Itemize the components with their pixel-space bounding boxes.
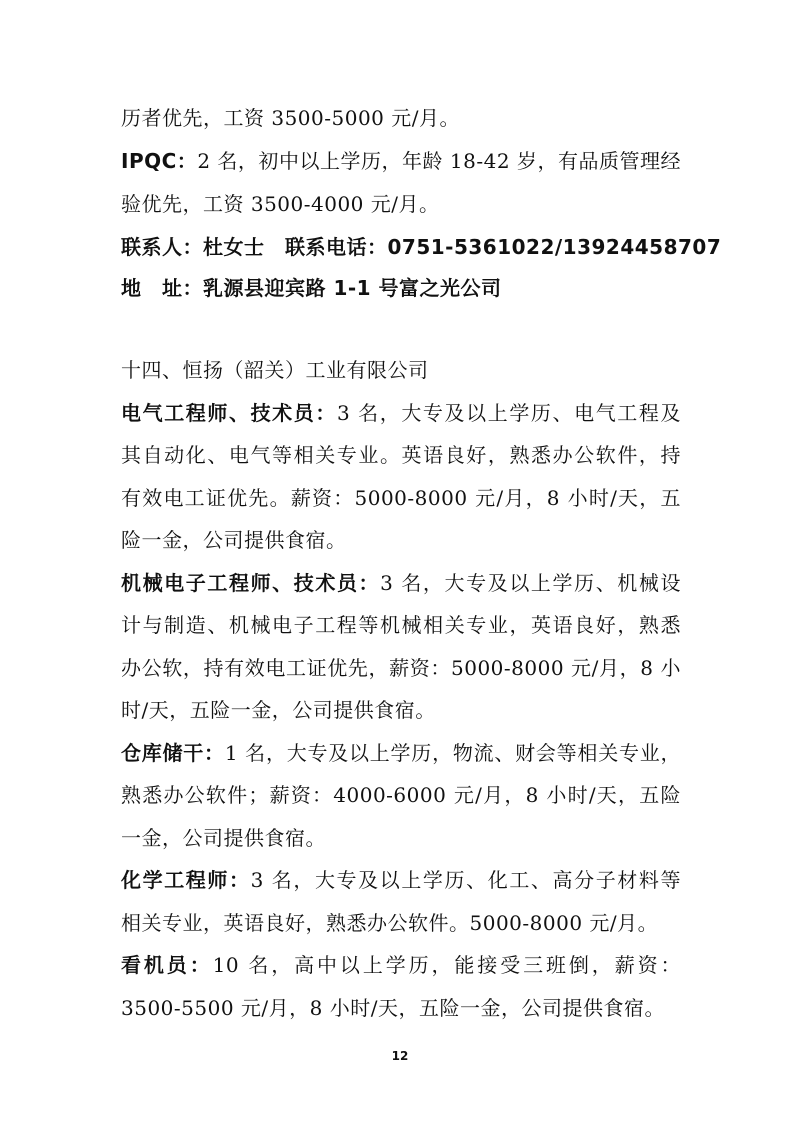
job-line: 一金，公司提供食宿。 <box>121 826 326 850</box>
contact-line: 联系人：杜女士 联系电话：0751-5361022/13924458707 <box>121 235 722 259</box>
job-line: 时/天，五险一金，公司提供食宿。 <box>121 698 436 722</box>
job-text: 3 名，大专及以上学历、机械设 <box>380 571 681 595</box>
job-line <box>121 569 681 597</box>
job-line: 相关专业，英语良好，熟悉办公软件。5000-8000 元/月。 <box>121 911 659 935</box>
page-number: 12 <box>391 1049 409 1063</box>
job-line <box>121 866 681 894</box>
job-text: 1 名，大专及以上学历，物流、财会等相关专业， <box>224 741 681 765</box>
job-title: 化学工程师： <box>121 868 251 892</box>
job-line <box>121 951 681 979</box>
job-line: 有效电工证优先。薪资：5000-8000 元/月，8 小时/天，五 <box>121 486 681 510</box>
job-title: 仓库储干： <box>121 741 225 765</box>
job-line: 其自动化、电气等相关专业。英语良好，熟悉办公软件，持 <box>121 443 681 467</box>
ipqc-line-2: 验优先，工资 3500-4000 元/月。 <box>121 192 440 216</box>
address-line: 地 址：乳源县迎宾路 1-1 号富之光公司 <box>121 276 502 300</box>
section-heading: 十四、恒扬（韶关）工业有限公司 <box>121 358 429 382</box>
job-line: 熟悉办公软件；薪资：4000-6000 元/月，8 小时/天，五险 <box>121 783 681 807</box>
job-title: 电气工程师、技术员： <box>121 401 337 425</box>
job-line: 办公软，持有效电工证优先，薪资：5000-8000 元/月，8 小 <box>121 656 681 680</box>
job-line <box>121 739 681 767</box>
job-line: 险一金，公司提供食宿。 <box>121 528 347 552</box>
ipqc-line <box>121 147 681 175</box>
job-text: 3 名，大专及以上学历、电气工程及 <box>336 401 681 425</box>
job-title: 看机员： <box>121 953 213 977</box>
job-text: 3 名，大专及以上学历、化工、高分子材料等 <box>250 868 681 892</box>
job-line <box>121 399 681 427</box>
job-title: 机械电子工程师、技术员： <box>121 571 381 595</box>
prev-text-line: 历者优先，工资 3500-5000 元/月。 <box>121 106 461 130</box>
job-line: 计与制造、机械电子工程等机械相关专业，英语良好，熟悉 <box>121 613 681 637</box>
job-text: 10 名，高中以上学历，能接受三班倒，薪资： <box>212 953 682 977</box>
job-line: 3500-5500 元/月，8 小时/天，五险一金，公司提供食宿。 <box>121 996 665 1020</box>
ipqc-text: 2 名，初中以上学历，年龄 18-42 岁，有品质管理经 <box>197 149 682 173</box>
ipqc-label: IPQC： <box>121 149 198 173</box>
